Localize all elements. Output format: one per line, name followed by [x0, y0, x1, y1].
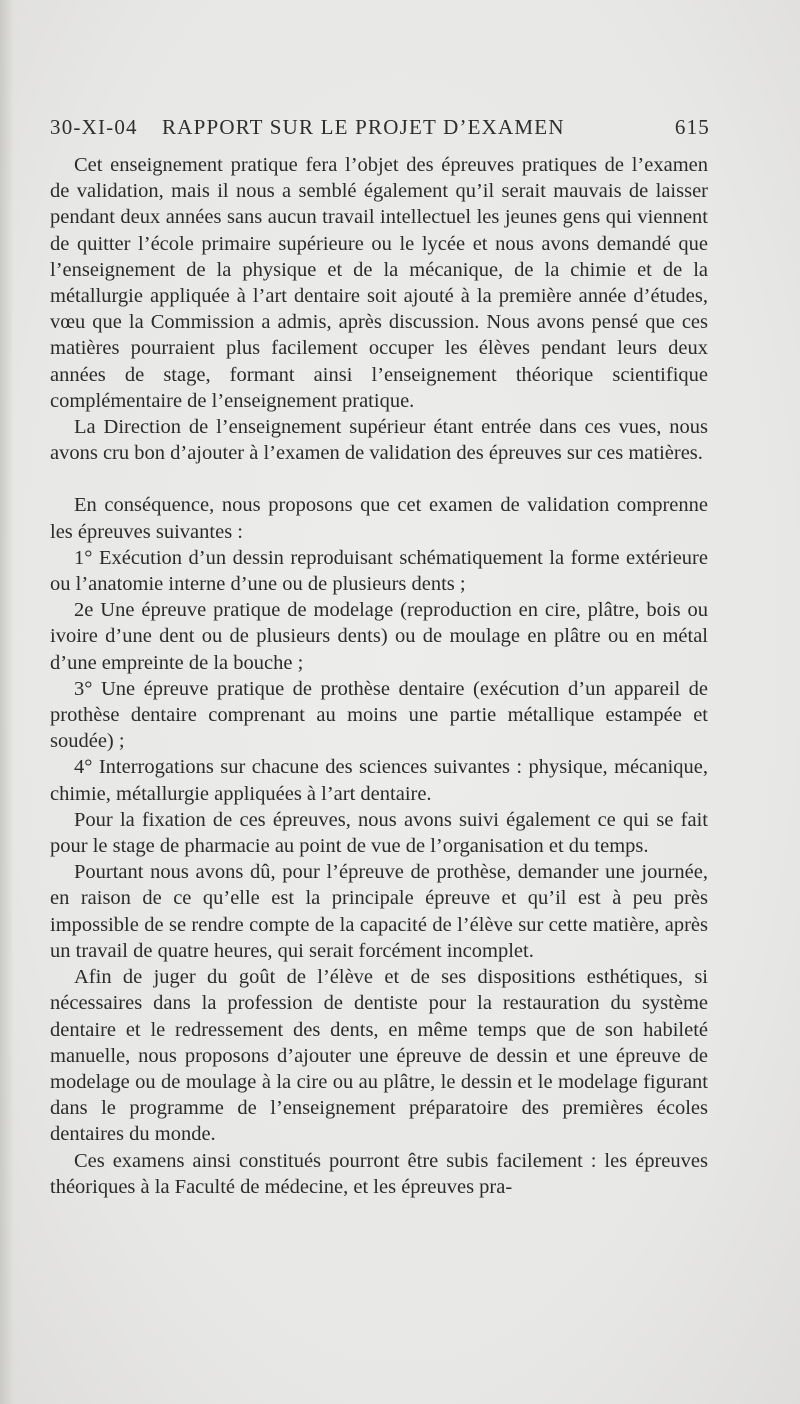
- header-date: 30-XI-04: [50, 115, 138, 139]
- paragraph: Pourtant nous avons dû, pour l’épreuve de prothèse, demander une journée, en raison de ce qu’elle est la principale épreuve et qu’il est à peu près impossible de se rendre compte de la capacité de l’élève sur cette matière, après un travail de quatre heures, qui serait forcément incomplet.: [50, 861, 708, 962]
- page-number: 615: [674, 115, 710, 139]
- list-item: 2e Une épreuve pratique de modelage (reproduction en cire, plâtre, bois ou ivoire d’une dent ou de plusieurs dents) ou de moulage en plâtre ou en métal d’une empreinte de la bouche ;: [50, 599, 708, 674]
- paragraph: Cet enseignement pratique fera l’objet des épreuves pratiques de l’examen de validation, mais il nous a semblé également qu’il serait mauvais de laisser pendant deux années sans aucun travail intellectuel les jeunes gens qui viennent de quitter l’école primaire supérieure ou le lycée et nous avons demandé que l’enseignement de la physique et de la mécanique, de la chimie et de la métallurgie appliquée à l’art dentaire soit ajouté à la première année d’études, vœu que la Commission a admis, après discussion. Nous avons pensé que ces matières pourraient plus facilement occuper les élèves pendant leurs deux années de stage, formant ainsi l’enseignement théorique scientifique complémentaire de l’enseignement pratique.: [50, 154, 708, 412]
- paragraph: Afin de juger du goût de l’élève et de ses dispositions esthétiques, si nécessaires dans la profession de dentiste pour la restauration du système dentaire et le redressement des dents, en même temps que de son habileté manuelle, nous proposons d’ajouter une épreuve de dessin et une épreuve de modelage ou de moulage à la cire ou au plâtre, le dessin et le modelage figurant dans le programme de l’enseignement préparatoire des premières écoles dentaires du monde.: [50, 966, 708, 1146]
- paragraph: La Direction de l’enseignement supérieur étant entrée dans ces vues, nous avons cru bon d’ajouter à l’examen de validation des épreuves sur ces matières.: [50, 416, 708, 465]
- running-title: RAPPORT SUR LE PROJET D’EXAMEN: [162, 115, 565, 139]
- running-header: [50, 115, 710, 145]
- page-gutter-shadow: [0, 0, 14, 1404]
- paragraph: En conséquence, nous proposons que cet examen de validation comprenne les épreuves suivantes :: [50, 494, 708, 543]
- paragraph: Ces examens ainsi constitués pourront être subis facilement : les épreuves théoriques à la Faculté de médecine, et les épreuves pra-: [50, 1149, 708, 1198]
- paragraph: Pour la fixation de ces épreuves, nous avons suivi également ce qui se fait pour le stage de pharmacie au point de vue de l’organisation et du temps.: [50, 808, 708, 858]
- list-item: 3° Une épreuve pratique de prothèse dentaire (exécution d’un appareil de prothèse dentaire comprenant au moins une partie métallique estampée et soudée) ;: [50, 677, 708, 753]
- list-item: 1° Exécution d’un dessin reproduisant schématiquement la forme extérieure ou l’anatomie interne d’une ou de plusieurs dents ;: [50, 546, 708, 596]
- list-item: 4° Interrogations sur chacune des sciences suivantes : physique, mécanique, chimie, métallurgie appliquées à l’art dentaire.: [50, 756, 708, 805]
- body-text: [50, 152, 708, 1200]
